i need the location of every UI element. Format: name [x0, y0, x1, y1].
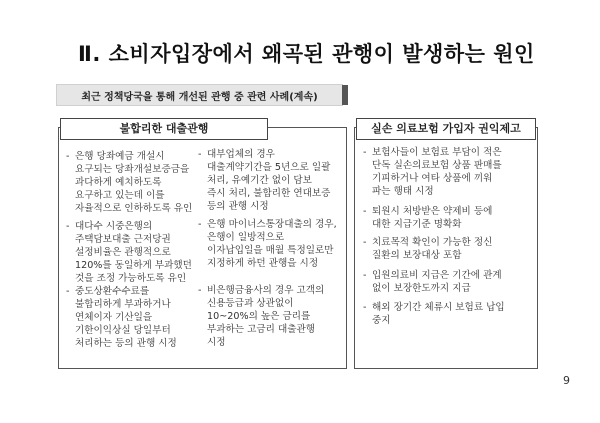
list-item: - 입원의료비 지급은 기간에 관계 없이 보장한도까지 지급 — [363, 270, 502, 294]
bullet-dash: - — [363, 147, 367, 158]
subtitle-accent — [342, 85, 348, 105]
bullet-dash: - — [198, 285, 202, 296]
bullet-dash: - — [66, 286, 70, 297]
bullet-dash: - — [66, 151, 70, 162]
bullet-dash: - — [198, 219, 202, 230]
subtitle-text: 최근 정책당국을 통해 개선된 관행 중 관련 사례(계속) — [81, 92, 318, 103]
list-item: - 대부업체의 경우 대출계약기간을 5년으로 일괄 처리, 유예기간 없이 담보 즉시 처리, 불합리한 연대보증 등의 관행 시정 — [198, 149, 331, 212]
left-panel-header: 불합리한 대출관행 — [60, 118, 268, 140]
list-item: - 비은행금융사의 경우 고객의 신용등급과 상관없이 10~20%의 높은 금리를 부과하는 고금리 대출관행 시정 — [198, 285, 325, 348]
bullet-dash: - — [363, 270, 367, 281]
list-item: - 은행 마이너스통장대출의 경우, 은행이 일방적으로 이자납입일을 매월 특정일로만 지정하게 하던 관행을 시정 — [198, 219, 337, 269]
list-item: - 치료목적 확인이 가능한 정신 질환의 보장대상 포함 — [363, 237, 493, 261]
bullet-dash: - — [363, 302, 367, 313]
list-item: - 해외 장기간 체류시 보험료 납입 중지 — [363, 302, 505, 326]
list-item: - 중도상환수수료를 불합리하게 부과하거나 연체이자 기산일을 기한이익상실 당일부터 처리하는 등의 관행 시정 — [66, 286, 177, 349]
bullet-dash: - — [363, 206, 367, 217]
bullet-dash: - — [66, 221, 70, 232]
list-item: - 보험사들이 보험료 부담이 적은 단독 실손의료보험 상품 판매를 기피하거나 여타 상품에 끼워 파는 행태 시정 — [363, 147, 502, 197]
bullet-dash: - — [363, 237, 367, 248]
list-item: - 대다수 시중은행의 주택담보대출 근저당권 설정비율은 관행적으로 120%를 동일하게 부과했던 것을 조정 가능하도록 유인 — [66, 221, 192, 284]
page-number: 9 — [563, 374, 570, 387]
slide-title: Ⅱ. 소비자입장에서 왜곡된 관행이 발생하는 원인 — [78, 42, 535, 66]
bullet-dash: - — [198, 149, 202, 160]
list-item: - 은행 당좌예금 개설시 요구되는 당좌개설보증금을 과다하게 예치하도록 요구하고 있는데 이를 자율적으로 인하하도록 유인 — [66, 151, 193, 214]
right-panel-header: 실손 의료보험 가입자 권익제고 — [356, 118, 536, 140]
subtitle-banner — [56, 84, 343, 106]
list-item: - 퇴원시 처방받은 약제비 등에 대한 지급기준 명확화 — [363, 206, 493, 230]
